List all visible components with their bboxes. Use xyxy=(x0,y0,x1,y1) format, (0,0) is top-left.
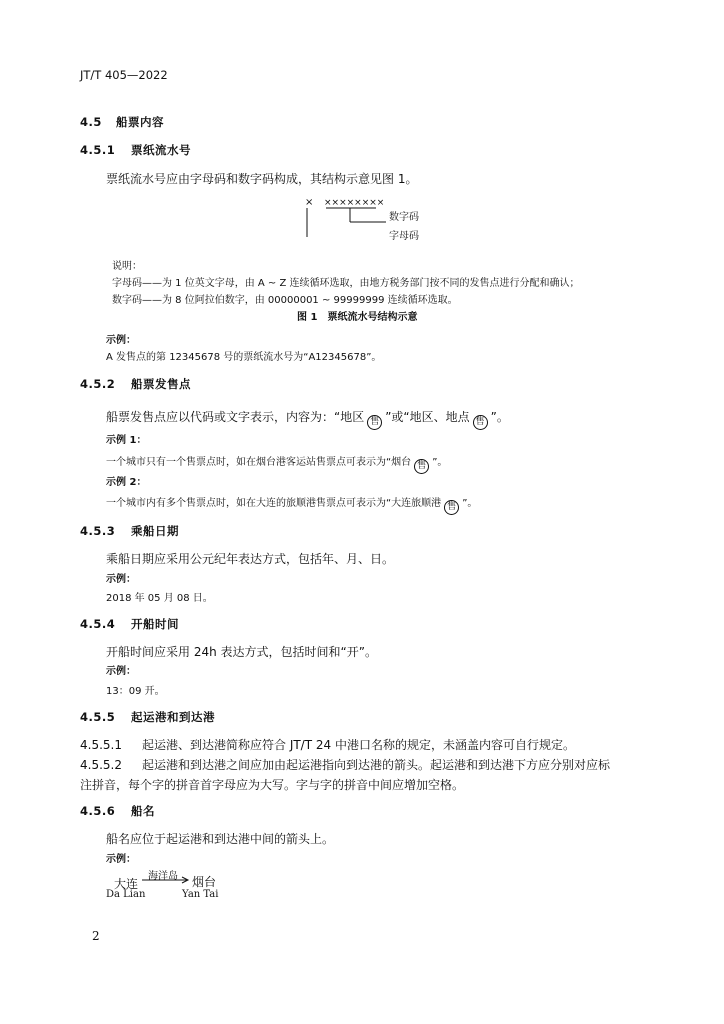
digit-code-marks: ×××××××× xyxy=(324,198,385,208)
text-part: 船票发售点应以代码或文字表示，内容为：“地区 xyxy=(106,410,365,424)
from-port-label: 大连 xyxy=(114,877,139,891)
paragraph-departure-time: 开船时间应采用 24h 表达方式，包括时间和“开”。 xyxy=(106,645,377,659)
section-4-5-6-heading xyxy=(80,803,155,819)
to-port-pinyin: Yan Tai xyxy=(182,889,219,900)
sale-point-mark-icon: 售 xyxy=(367,415,382,430)
clause-text: 起运港、到达港简称应符合 JT/T 24 中港口名称的规定，未涵盖内容可自行规定。 xyxy=(142,738,575,752)
example-2-label: 示例 2： xyxy=(106,477,147,488)
example-text: 13：09 开。 xyxy=(106,686,165,697)
clause-4-5-5-1 xyxy=(80,736,575,753)
standard-code: JT/T 405—2022 xyxy=(80,68,168,82)
text-part: ”。 xyxy=(432,457,448,468)
example-2-text xyxy=(106,494,477,515)
section-number: 4.5.6 xyxy=(80,804,116,818)
text-part: ”。 xyxy=(462,498,478,509)
section-4-5-3-heading xyxy=(80,523,179,539)
example-label: 示例： xyxy=(106,854,136,865)
paragraph-boarding-date: 乘船日期应采用公元纪年表达方式，包括年、月、日。 xyxy=(106,552,395,566)
example-label: 示例： xyxy=(106,666,136,677)
clause-number: 4.5.5.2 xyxy=(80,758,122,772)
section-title: 船票发售点 xyxy=(131,377,191,391)
text-part: 一个城市只有一个售票点时，如在烟台港客运站售票点可表示为“烟台 xyxy=(106,457,412,468)
example-label: 示例： xyxy=(106,574,136,585)
example-1-label: 示例 1： xyxy=(106,435,147,446)
label-digit-code: 数字码 xyxy=(389,212,419,223)
section-number: 4.5 xyxy=(80,115,102,129)
ship-name: 海洋岛 xyxy=(148,871,178,882)
route-arrow-icon xyxy=(142,875,192,885)
clause-text: 起运港和到达港之间应加由起运港指向到达港的箭头。起运港和到达港下方应分别对应标 xyxy=(142,758,611,772)
section-number: 4.5.5 xyxy=(80,710,116,724)
to-port: 烟台 xyxy=(192,875,217,889)
sale-point-mark-icon: 售 xyxy=(473,415,488,430)
figure-legend-letter-code: 字母码——为 1 位英文字母，由 A ~ Z 连续循环选取，由地方税务部门按不同的发售点进行分配和确认； xyxy=(112,278,580,289)
paragraph-sale-point xyxy=(106,408,509,430)
section-title: 起运港和到达港 xyxy=(131,710,215,724)
figure-caption: 图 1 票纸流水号结构示意 xyxy=(297,312,418,323)
paragraph-ship-name: 船名应位于起运港和到达港中间的箭头上。 xyxy=(106,832,335,846)
text-part: ”。 xyxy=(490,410,509,424)
section-4-5-4-heading xyxy=(80,616,179,632)
example-label: 示例： xyxy=(106,335,136,346)
sale-point-mark-icon: 售 xyxy=(444,500,459,515)
section-title: 开船时间 xyxy=(131,617,179,631)
text-part: ”或“地区、地点 xyxy=(385,410,470,424)
page-number: 2 xyxy=(92,929,100,943)
section-number: 4.5.1 xyxy=(80,143,116,157)
section-4-5-5-heading xyxy=(80,709,215,725)
paragraph-serial-number: 票纸流水号应由字母码和数字码构成，其结构示意见图 1。 xyxy=(106,172,418,186)
from-port-pinyin: Da Lian xyxy=(106,889,146,900)
figure-legend-digit-code: 数字码——为 8 位阿拉伯数字，由 00000001 ~ 99999999 连续循环选取。 xyxy=(112,295,458,306)
section-4-5-2-heading xyxy=(80,376,191,392)
letter-code-mark: × xyxy=(305,197,314,208)
section-title: 乘船日期 xyxy=(131,524,179,538)
example-1-text xyxy=(106,453,447,474)
section-4-5-heading xyxy=(80,114,164,130)
section-title: 船名 xyxy=(131,804,155,818)
clause-4-5-5-2 xyxy=(80,756,610,773)
label-letter-code: 字母码 xyxy=(389,231,419,242)
figure-legend-title: 说明： xyxy=(112,261,142,272)
section-number: 4.5.4 xyxy=(80,617,116,631)
section-number: 4.5.2 xyxy=(80,377,116,391)
section-title: 船票内容 xyxy=(116,115,164,129)
section-number: 4.5.3 xyxy=(80,524,116,538)
example-text: A 发售点的第 12345678 号的票纸流水号为“A12345678”。 xyxy=(106,352,382,363)
figure-1-diagram xyxy=(290,195,440,245)
clause-4-5-5-2-continued: 注拼音，每个字的拼音首字母应为大写。字与字的拼音中间应增加空格。 xyxy=(80,778,465,792)
sale-point-mark-icon: 售 xyxy=(414,459,429,474)
example-text: 2018 年 05 月 08 日。 xyxy=(106,593,213,604)
section-title: 票纸流水号 xyxy=(131,143,191,157)
section-4-5-1-heading xyxy=(80,142,191,158)
text-part: 一个城市内有多个售票点时，如在大连的旅顺港售票点可表示为“大连旅顺港 xyxy=(106,498,442,509)
clause-number: 4.5.5.1 xyxy=(80,738,122,752)
